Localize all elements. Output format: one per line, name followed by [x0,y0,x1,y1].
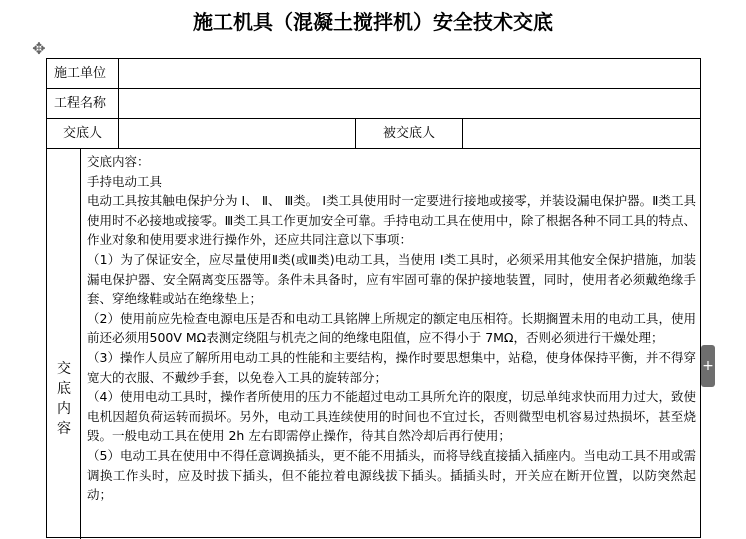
content-label-cell [47,149,81,539]
content-paragraph: 电动工具按其触电保护分为 Ⅰ、 Ⅱ、 Ⅲ类。 Ⅰ类工具使用时一定要进行接地或接零，并装设漏电保护器。Ⅱ类工具使用时不必接地或接零。Ⅲ类工具工作更加安全可靠。手持电动工具在使用中，除了根据各种不同工具的特点、作业对象和使用要求进行操作外，还应共同注意以下事项： [87,193,696,248]
table-move-handle-icon[interactable]: ✥ [32,39,46,58]
recipient-value-cell[interactable] [463,119,700,148]
unit-label: 施工单位 [47,59,119,88]
table-row-unit [47,59,700,89]
document-title: 施工机具（混凝土搅拌机）安全技术交底 [193,10,553,34]
content-subheading: 手持电动工具 [87,173,163,189]
content-item-2: （2）使用前应先检查电源电压是否和电动工具铭牌上所规定的额定电压相符。长期搁置未用的电动工具，使用前还必须用500V MΩ表测定绕阻与机壳之间的绝缘电阻值，应不得小于 7MΩ，否则必须进行干燥处理； [87,310,696,346]
project-label: 工程名称 [47,89,119,118]
disclosure-table [46,58,701,538]
content-label-char: 容 [57,421,71,437]
side-expand-handle-icon[interactable]: + [701,345,715,387]
content-item-5: （5）电动工具在使用中不得任意调换插头，更不能不用插头，而将导线直接插入插座内。当电动工具不用或需调换工作头时，应及时拔下插头，但不能拉着电源线拔下插头。插插头时，开关应在断开位置，以防突然起动； [87,447,696,503]
unit-value-cell[interactable] [119,59,700,88]
content-heading: 交底内容： [87,154,150,169]
content-item-1: （1）为了保证安全，应尽量使用Ⅱ类(或Ⅲ类)电动工具，当使用 Ⅰ类工具时，必须采用其他安全保护措施，加装漏电保护器、安全隔离变压器等。条件未具备时，应有牢固可靠的保护接地装置，同时，使用者必须戴绝缘手套、穿绝缘鞋或站在绝缘垫上； [87,251,696,307]
content-label-char: 内 [57,401,71,417]
content-label-char: 底 [57,381,71,397]
discloser-label: 交底人 [47,119,119,148]
content-vertical-label [47,359,81,439]
content-item-3: （3）操作人员应了解所用电动工具的性能和主要结构，操作时要思想集中，站稳，使身体保持平衡，并不得穿宽大的衣服、不戴纱手套，以免卷入工具的旋转部分； [87,349,696,385]
content-label-char: 交 [57,361,71,377]
disclosure-content-cell[interactable] [81,149,700,539]
discloser-value-cell[interactable] [119,119,356,148]
content-item-4: （4）使用电动工具时，操作者所使用的压力不能超过电动工具所允许的限度，切忌单纯求快而用力过大，致使电机因超负荷运转而损坏。另外，电动工具连续使用的时间也不宜过长，否则微型电机容易过热损坏，甚至烧毁。一般电动工具在使用 2h 左右即需停止操作，待其自然冷却后再行使用； [87,389,696,444]
project-value-cell[interactable] [119,89,700,118]
table-row-project [47,89,700,119]
table-row-people [47,119,700,149]
recipient-label: 被交底人 [356,119,463,148]
